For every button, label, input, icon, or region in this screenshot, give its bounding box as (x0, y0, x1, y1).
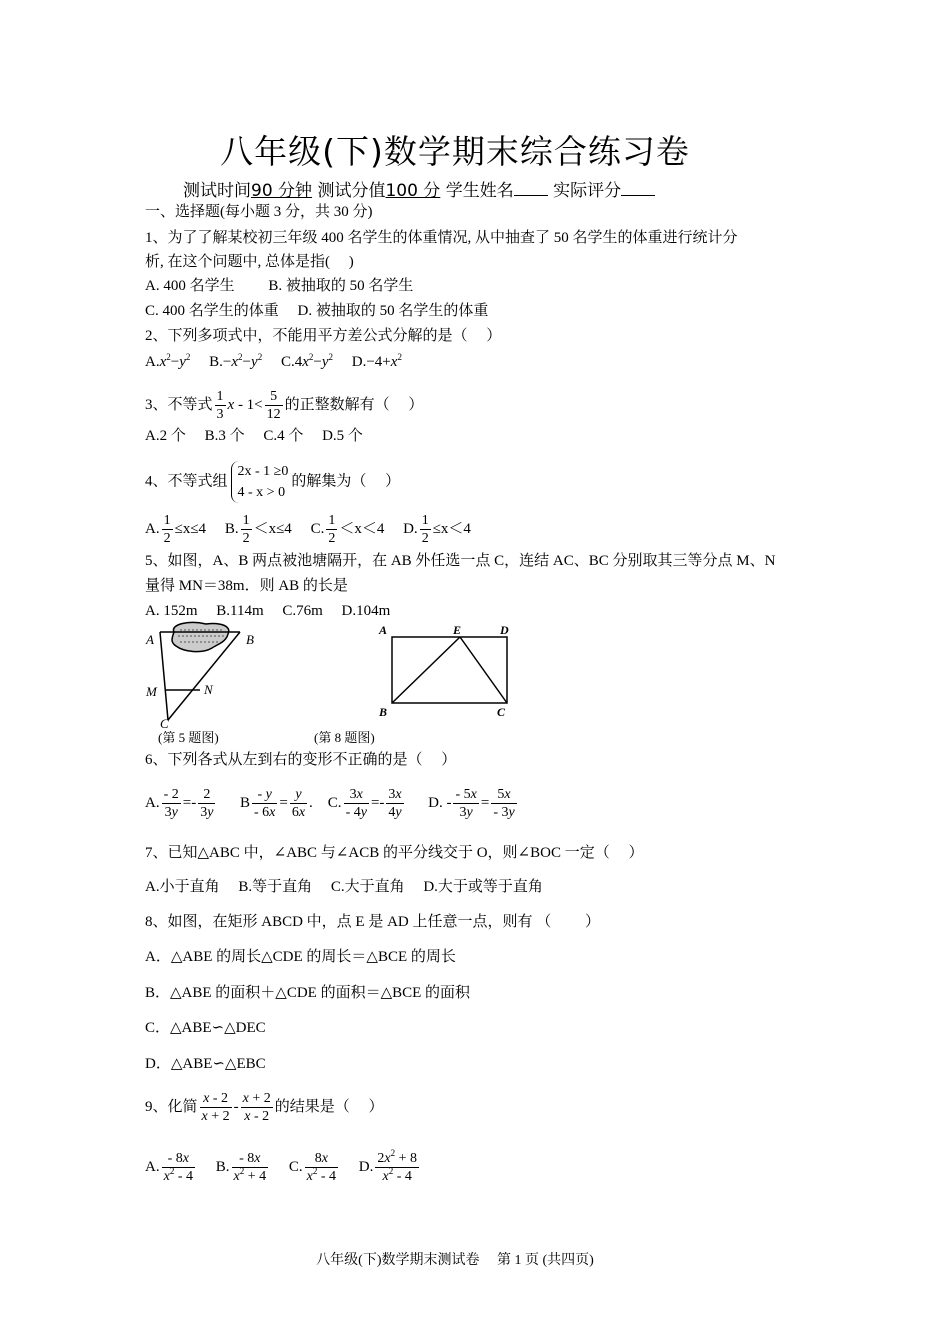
figure-q5 (140, 620, 270, 730)
label-a: A (146, 632, 154, 647)
q9-option-c: C. $\frac{8x}{x^2 - 4}$ (288, 1151, 337, 1184)
label-e: E (453, 623, 462, 637)
q1-options-cd: C. 400 名学生的体重 D. 被抽取的 50 名学生的体重 (145, 303, 489, 319)
q6-option-d: D. - $\frac{- 5x}{3y}$ = $\frac{5x}{- 3y}$ (428, 787, 515, 820)
label-b: B (379, 705, 388, 719)
q8-option-c: C．△ABE∽△DEC (145, 1020, 266, 1036)
figure-q8 (375, 622, 520, 722)
score-value: 100 分 (385, 181, 441, 201)
page-footer: 八年级(下)数学期末测试卷 第 1 页 (共四页) (316, 1253, 594, 1268)
label-a: A (379, 623, 388, 637)
time-value: 90 分钟 (251, 181, 313, 201)
q3-options: A.2 个 B.3 个 C.4 个 D.5 个 (145, 428, 363, 444)
q6-options (145, 786, 519, 821)
grade-label: 实际评分 (547, 181, 622, 201)
page-title: 八年级(下)数学期末综合练习卷 (220, 132, 690, 171)
q2-stem: 2、下列多项式中，不能用平方差公式分解的是（ ） (145, 328, 502, 344)
q2-option-d: $D.-4+x^2$ (351, 352, 402, 370)
q5-stem-line2: 量得 MN＝38m．则 AB 的长是 (145, 578, 348, 594)
score-label: 测试分值 (312, 181, 386, 201)
q5-stem-line1: 5、如图，A、B 两点被池塘隔开，在 AB 外任选一点 C，连结 AC、BC 分别取其三等分点 M、N (145, 553, 776, 569)
label-b: B (246, 632, 254, 647)
section-heading: 一、选择题(每小题 3 分，共 30 分) (145, 204, 373, 220)
label-d: D (500, 623, 509, 637)
q3-stem: 3、不等式 $\frac{1}{3}$ x - 1< $\frac{5}{12}$ 的正整数解有（ ） (145, 389, 424, 422)
time-label: 测试时间 (183, 181, 251, 201)
q9-option-d: D. $\frac{2x^2 + 8}{x^2 - 4}$ (358, 1148, 417, 1184)
name-blank[interactable] (514, 180, 548, 196)
q2-option-b: $B.-x^2-y^2$ (209, 352, 263, 370)
q9-options (145, 1150, 421, 1185)
q8-option-a: A．△ABE 的周长△CDE 的周长＝△BCE 的周长 (145, 949, 456, 965)
q2-option-c: $C.4x^2-y^2$ (280, 352, 334, 370)
figure-q5-caption: (第 5 题图) (158, 730, 219, 745)
name-label: 学生姓名 (440, 181, 514, 201)
q6-option-c: C. $\frac{3x}{- 4y}$ =- $\frac{3x}{4y}$ (327, 787, 402, 820)
inequality-system: 2x - 1 ≥0 4 - x > 0 (231, 461, 289, 503)
q4-stem: 4、不等式组 2x - 1 ≥0 4 - x > 0 的解集为（ ） (145, 461, 400, 503)
q8-option-b: B．△ABE 的面积＋△CDE 的面积＝△BCE 的面积 (145, 985, 471, 1001)
q1-stem-line2: 析, 在这个问题中, 总体是指( ) (145, 254, 354, 270)
exam-info (183, 176, 655, 201)
q6-option-b: B $\frac{- y}{- 6x}$ = $\frac{y}{6x}$ . (239, 787, 313, 820)
q8-stem: 8、如图，在矩形 ABCD 中，点 E 是 AD 上任意一点，则有 （ ） (145, 914, 601, 930)
q1-options-ab: A. 400 名学生 B. 被抽取的 50 名学生 (145, 278, 414, 294)
label-c: C (160, 716, 169, 730)
q1-stem-line1: 1、为了了解某校初三年级 400 名学生的体重情况, 从中抽查了 50 名学生的体重进行统计分 (145, 230, 738, 246)
label-m: M (146, 684, 157, 699)
figure-q8-caption: (第 8 题图) (314, 730, 375, 745)
q6-option-a: A. $\frac{- 2}{3y}$ =- $\frac{2}{3y}$ (145, 787, 214, 820)
q6-stem: 6、下列各式从左到右的变形不正确的是（ ） (145, 752, 457, 768)
label-c: C (497, 705, 506, 719)
label-n: N (204, 682, 213, 697)
q8-option-d: D．△ABE∽△EBC (145, 1056, 266, 1072)
q9-option-b: B. $\frac{- 8x}{x^2 + 4}$ (215, 1151, 267, 1184)
q9-option-a: A. $\frac{- 8x}{x^2 - 4}$ (145, 1151, 193, 1184)
q2-options (145, 352, 402, 372)
q2-option-a: $A.x^2-y^2$ (145, 352, 191, 370)
q5-options: A. 152m B.114m C.76m D.104m (145, 603, 391, 619)
q7-options: A.小于直角 B.等于直角 C.大于直角 D.大于或等于直角 (145, 879, 543, 895)
grade-blank[interactable] (621, 180, 655, 196)
q7-stem: 7、已知△ABC 中，∠ABC 与∠ACB 的平分线交于 O，则∠BOC 一定（ ） (145, 845, 644, 861)
q9-stem: 9、化简 $\frac{x - 2}{x + 2}$ - $\frac{x + 2}{x - 2}$ 的结果是（ ） (145, 1091, 384, 1124)
q4-options: A. $\frac{1}{2}$ ≤x≤4 B. $\frac{1}{2}$ ＜x≤4 C. $\frac{1}{2}$ ＜x＜4 D. $\frac{1}{2}$ ≤x＜4 (145, 513, 471, 546)
